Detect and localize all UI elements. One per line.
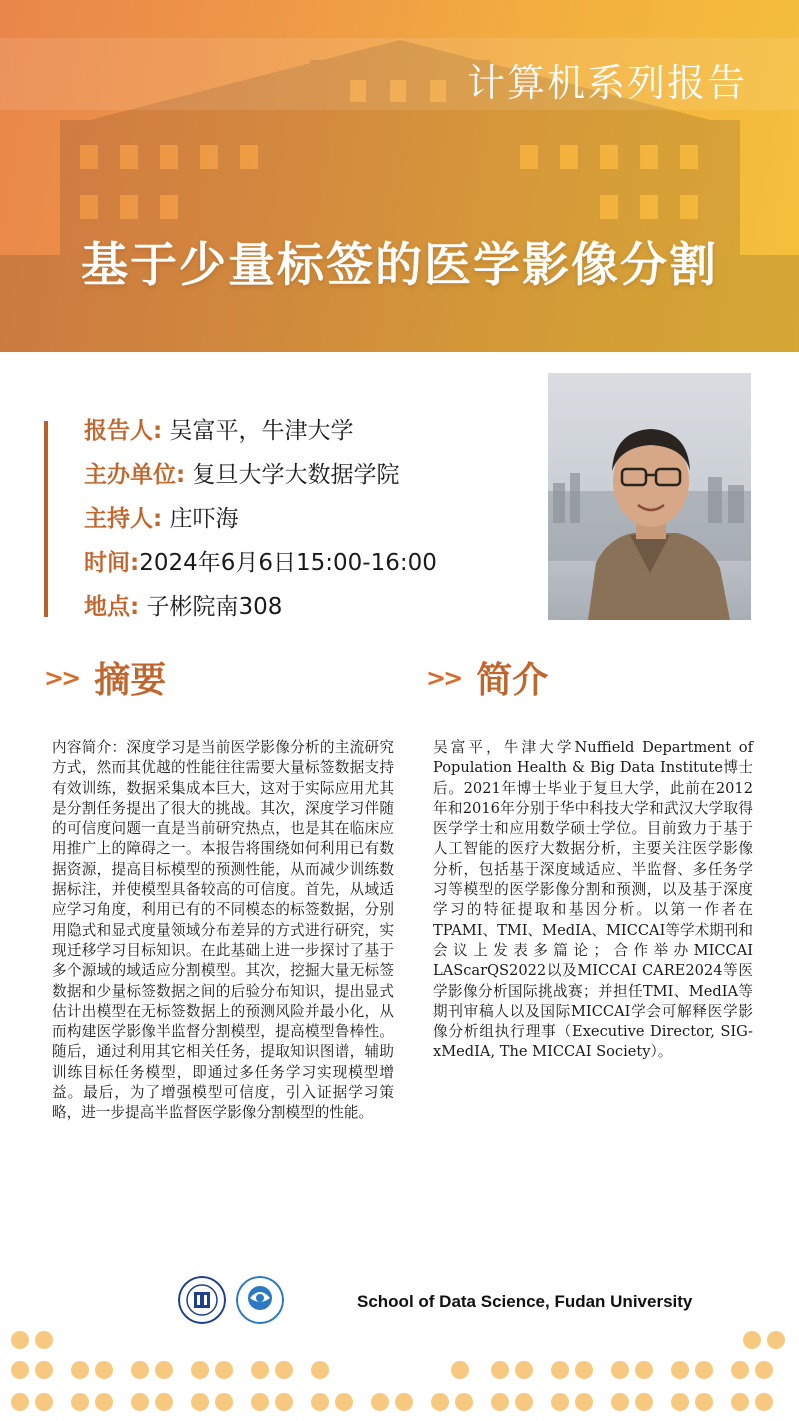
abstract-text: 内容简介：深度学习是当前医学影像分析的主流研究方式，然而其优越的性能往往需要大量标签数据支持有效训练，数据采集成本巨大，这对于实际应用尤其是分割任务提出了很大的挑战。其次，深度学习伴随的可信度问题一直是当前研究热点，也是其在临床应用推广上的障碍之一。本报告将围绕如何利用已有数据资源，提高目标模型的预测性能，从而减少训练数据标注，并使模型具备较高的可信度。首先，从域适应学习角度，利用已有的不同模态的标签数据，分别用隐式和显式度量领域分布差异的方式进行研究，实现迁移学习目标知识。在此基础上进一步探讨了基于多个源域的域适应分割模型。其次，挖掘大量无标签数据和少量标签数据之间的后验分布知识，提出显式估计出模型在无标签数据上的预测风险并最小化，从而构建医学影像半监督分割模型，提高模型鲁棒性。随后，通过利用其它相关任务，提取知识图谱，辅助训练目标任务模型，即通过多任务学习实现模型增益。最后，为了增强模型可信度，引入证据学习策略，进一步提高半监督医学影像分割模型的性能。 (52, 739, 394, 1122)
location-value: 子彬院南308 (139, 594, 283, 620)
time-row (84, 544, 437, 588)
location-label: 地点: (84, 594, 140, 620)
decorative-dots (0, 1330, 799, 1421)
decorative-dot (671, 1361, 689, 1379)
speaker-row (84, 412, 437, 456)
decorative-dot (11, 1331, 29, 1349)
decorative-dot (575, 1393, 593, 1411)
decorative-dot (451, 1361, 469, 1379)
decorative-dot (215, 1361, 233, 1379)
decorative-dot (551, 1361, 569, 1379)
decorative-dot (191, 1393, 209, 1411)
host-org-value: 复旦大学大数据学院 (185, 462, 400, 488)
decorative-dot (251, 1393, 269, 1411)
abstract-title: 摘要 (94, 660, 167, 701)
decorative-dot (575, 1361, 593, 1379)
decorative-dot (491, 1361, 509, 1379)
decorative-dot (431, 1393, 449, 1411)
decorative-dot (635, 1393, 653, 1411)
location-row (84, 588, 437, 632)
decorative-dot (155, 1393, 173, 1411)
host-org-label: 主办单位: (84, 462, 186, 488)
abstract-heading (44, 652, 166, 703)
decorative-dot (71, 1361, 89, 1379)
decorative-dot (35, 1393, 53, 1411)
decorative-dot (515, 1393, 533, 1411)
decorative-dot (491, 1393, 509, 1411)
decorative-dot (191, 1361, 209, 1379)
bio-heading (426, 652, 548, 703)
speaker-value: 吴富平，牛津大学 (162, 418, 354, 444)
bio-title: 简介 (476, 660, 549, 701)
decorative-dot (515, 1361, 533, 1379)
decorative-dot (131, 1361, 149, 1379)
chevron-icon: >> (426, 663, 461, 692)
decorative-dot (695, 1393, 713, 1411)
decorative-dot (611, 1361, 629, 1379)
series-title: 计算机系列报告 (466, 61, 747, 105)
decorative-dot (275, 1393, 293, 1411)
decorative-dot (275, 1361, 293, 1379)
decorative-dot (311, 1361, 329, 1379)
time-value: 2024年6月6日15:00-16:00 (139, 550, 437, 576)
decorative-dot (743, 1331, 761, 1349)
decorative-dot (767, 1331, 785, 1349)
time-label: 时间: (84, 550, 140, 576)
speaker-label: 报告人: (84, 418, 163, 444)
decorative-dot (335, 1393, 353, 1411)
decorative-dot (155, 1361, 173, 1379)
info-accent-bar (44, 421, 48, 617)
decorative-dot (395, 1393, 413, 1411)
host-org-row (84, 456, 437, 500)
decorative-dot (755, 1361, 773, 1379)
decorative-dot (311, 1393, 329, 1411)
school-name: School of Data Science, Fudan University (357, 1292, 693, 1311)
chair-label: 主持人: (84, 506, 163, 532)
decorative-dot (755, 1393, 773, 1411)
decorative-dot (695, 1361, 713, 1379)
fudan-university-logo (178, 1276, 226, 1324)
decorative-dot (35, 1331, 53, 1349)
speaker-photo (548, 373, 751, 620)
decorative-dot (731, 1393, 749, 1411)
chair-value: 庄吓海 (162, 506, 239, 532)
decorative-dot (95, 1361, 113, 1379)
decorative-dot (71, 1393, 89, 1411)
decorative-dot (215, 1393, 233, 1411)
school-of-data-science-logo (236, 1276, 284, 1324)
decorative-dot (11, 1393, 29, 1411)
decorative-dot (35, 1361, 53, 1379)
decorative-dot (95, 1393, 113, 1411)
decorative-dot (731, 1361, 749, 1379)
decorative-dot (455, 1393, 473, 1411)
decorative-dot (371, 1393, 389, 1411)
decorative-dot (671, 1393, 689, 1411)
decorative-dot (611, 1393, 629, 1411)
bio-text: 吴富平，牛津大学Nuffield Department of Population Health & Big Data Institute博士后。2021年博士毕业于复旦大学，此前在2012年和2016年分别于华中科技大学和武汉大学取得医学学士和应用数学硕士学位。目前致力于基于人工智能的医疗大数据分析，主要关注医学影像分析，包括基于深度域适应、半监督、多任务学习等模型的医学影像分割和预测，以及基于深度学习的特征提取和基因分析。以第一作者在TPAMI、TMI、MedIA、MICCAI等学术期刊和会议上发表多篇论；合作举办MICCAI LAScarQS2022以及MICCAI CARE2024等医学影像分析国际挑战赛；并担任TMI、MedIA等期刊审稿人以及国际MICCAI学会可解释医学影像分析组执行理事（Executive Director, SIG-xMedIA, The MICCAI Society）。 (433, 739, 753, 1061)
decorative-dot (11, 1361, 29, 1379)
decorative-dot (131, 1393, 149, 1411)
decorative-dot (635, 1361, 653, 1379)
decorative-dot (251, 1361, 269, 1379)
talk-info (84, 412, 437, 632)
header-banner (0, 0, 799, 352)
talk-title: 基于少量标签的医学影像分割 (81, 238, 718, 293)
chair-row (84, 500, 437, 544)
chevron-icon: >> (44, 663, 79, 692)
decorative-dot (551, 1393, 569, 1411)
